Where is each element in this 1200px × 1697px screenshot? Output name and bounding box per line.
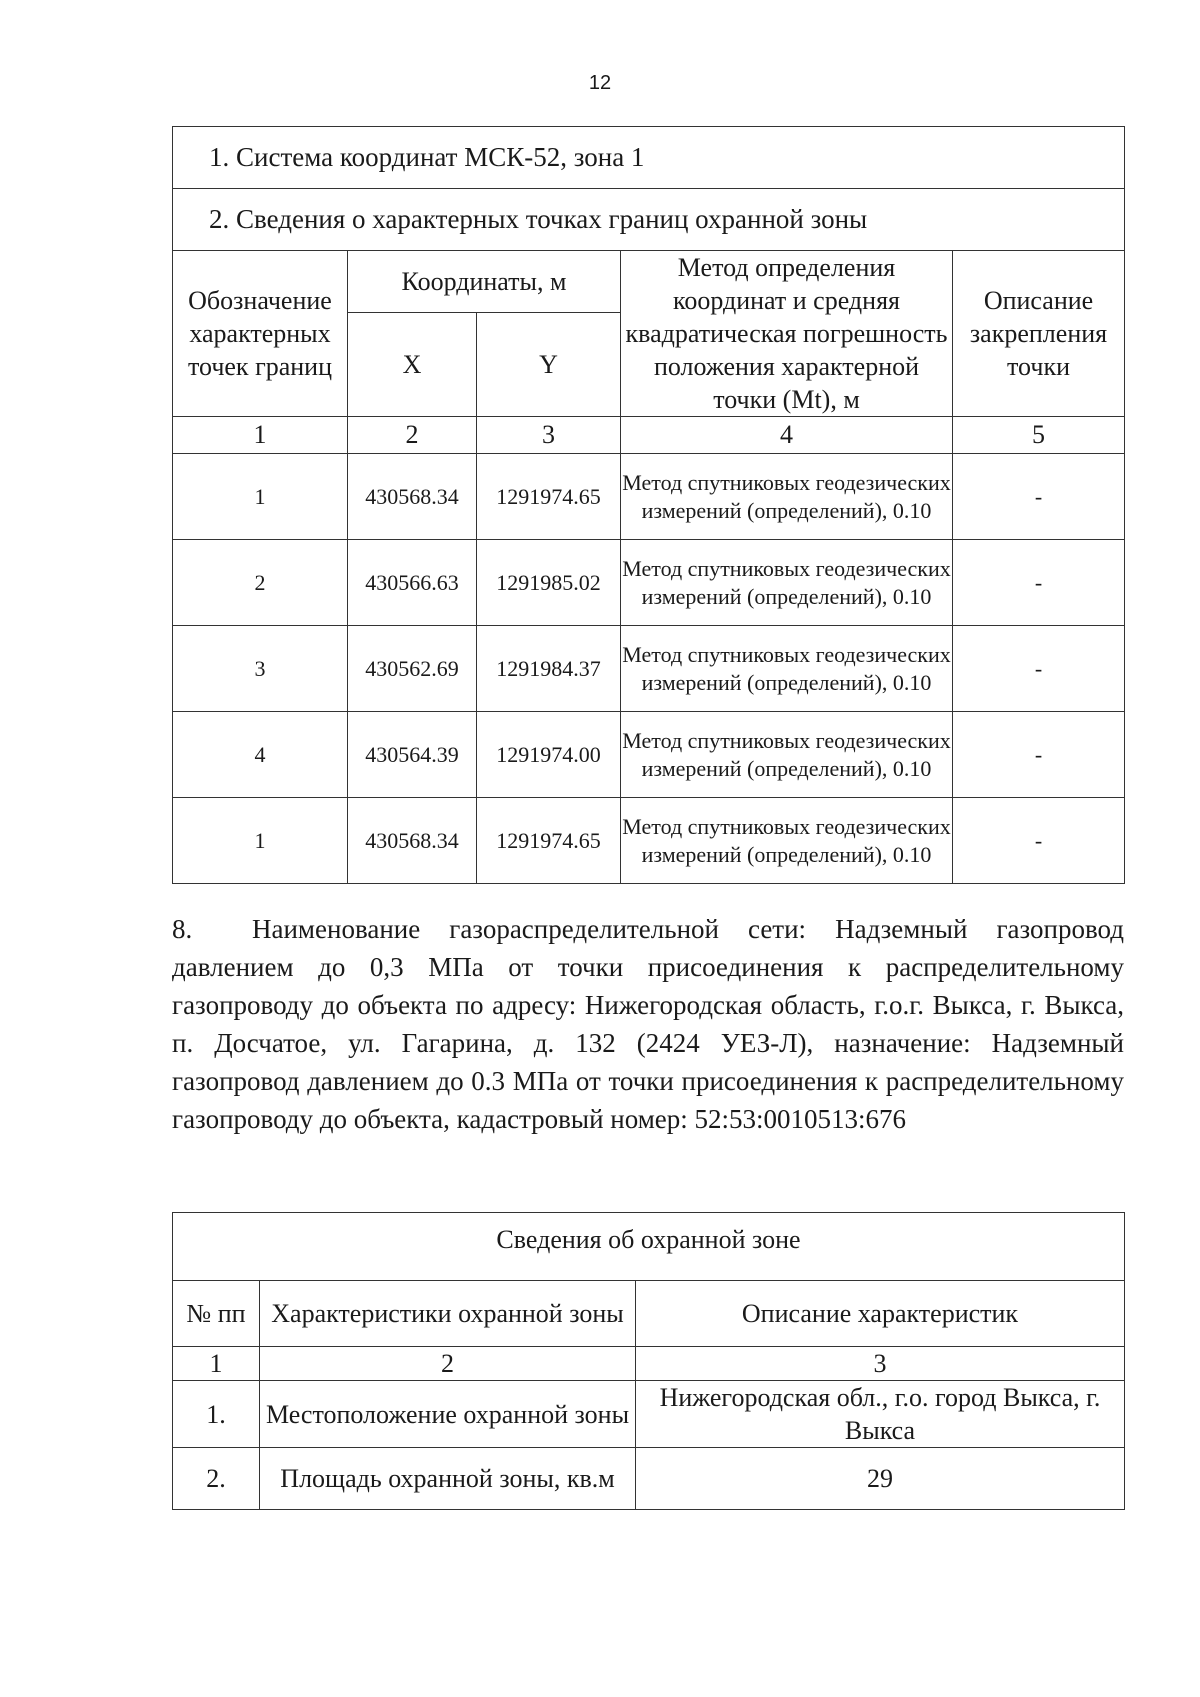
fixing-cell: - bbox=[953, 540, 1125, 626]
row-number: 2. bbox=[173, 1448, 260, 1510]
description-cell: Нижегородская обл., г.о. город Выкса, г. Выкса bbox=[636, 1381, 1125, 1448]
table-row bbox=[173, 712, 1125, 798]
coord-x: 430566.63 bbox=[348, 540, 477, 626]
page-number: 12 bbox=[588, 72, 612, 94]
gas-network-paragraph bbox=[172, 910, 1124, 1138]
table-row bbox=[173, 1381, 1125, 1448]
table-row bbox=[173, 1448, 1125, 1510]
coordinates-table bbox=[172, 126, 1125, 884]
paragraph-text: Наименование газораспределительной сети: Надземный газопровод давлением до 0,3 МПа от точки присоединения к распределительному газопроводу до объекта по адресу: Нижегородская область, г.о.г. Выкса, г. Выкса, п. Досчатое, ул. Гагарина, д. 132 (2424 УЕЗ-Л), назначение: Надземный газопровод давлением до 0.3 МПа от точки присоединения к распределительному газопроводу до объекта, кадастровый номер: 52:53:0010513:676 bbox=[172, 914, 1124, 1134]
coord-y: 1291985.02 bbox=[477, 540, 621, 626]
fixing-cell: - bbox=[953, 798, 1125, 884]
column-number: 3 bbox=[477, 417, 621, 454]
method-cell: Метод спутниковых геодезических измерений (определений), 0.10 bbox=[621, 540, 953, 626]
column-number: 1 bbox=[173, 1347, 260, 1381]
header-x: X bbox=[348, 313, 477, 417]
fixing-cell: - bbox=[953, 626, 1125, 712]
table-row bbox=[173, 540, 1125, 626]
column-number: 2 bbox=[348, 417, 477, 454]
row-number: 1. bbox=[173, 1381, 260, 1448]
header-description: Описание характеристик bbox=[636, 1281, 1125, 1347]
column-number: 4 bbox=[621, 417, 953, 454]
characteristic-cell: Местоположение охранной зоны bbox=[260, 1381, 636, 1448]
header-point-designation: Обозначение характерных точек границ bbox=[173, 251, 348, 417]
point-id: 2 bbox=[173, 540, 348, 626]
coordinate-system-title: 1. Система координат МСК-52, зона 1 bbox=[173, 127, 1125, 189]
column-number: 3 bbox=[636, 1347, 1125, 1381]
column-number: 1 bbox=[173, 417, 348, 454]
coord-x: 430562.69 bbox=[348, 626, 477, 712]
coord-x: 430568.34 bbox=[348, 454, 477, 540]
column-number: 5 bbox=[953, 417, 1125, 454]
protection-zone-table bbox=[172, 1212, 1125, 1510]
header-characteristic: Характеристики охранной зоны bbox=[260, 1281, 636, 1347]
table-row bbox=[173, 626, 1125, 712]
point-id: 1 bbox=[173, 798, 348, 884]
fixing-cell: - bbox=[953, 454, 1125, 540]
fixing-cell: - bbox=[953, 712, 1125, 798]
boundary-points-section-title: 2. Сведения о характерных точках границ охранной зоны bbox=[173, 189, 1125, 251]
column-number: 2 bbox=[260, 1347, 636, 1381]
coord-x: 430568.34 bbox=[348, 798, 477, 884]
table-row bbox=[173, 798, 1125, 884]
description-cell: 29 bbox=[636, 1448, 1125, 1510]
header-fixing-description: Описание закрепления точки bbox=[953, 251, 1125, 417]
paragraph-number: 8. bbox=[172, 914, 193, 944]
point-id: 4 bbox=[173, 712, 348, 798]
coord-y: 1291984.37 bbox=[477, 626, 621, 712]
zone-table-title: Сведения об охранной зоне bbox=[173, 1213, 1125, 1281]
point-id: 1 bbox=[173, 454, 348, 540]
header-method: Метод определения координат и средняя квадратическая погрешность положения характерной точки (Mt), м bbox=[621, 251, 953, 417]
coord-y: 1291974.65 bbox=[477, 798, 621, 884]
method-cell: Метод спутниковых геодезических измерений (определений), 0.10 bbox=[621, 798, 953, 884]
coord-x: 430564.39 bbox=[348, 712, 477, 798]
characteristic-cell: Площадь охранной зоны, кв.м bbox=[260, 1448, 636, 1510]
method-cell: Метод спутниковых геодезических измерений (определений), 0.10 bbox=[621, 626, 953, 712]
coord-y: 1291974.65 bbox=[477, 454, 621, 540]
method-cell: Метод спутниковых геодезических измерений (определений), 0.10 bbox=[621, 454, 953, 540]
table-row bbox=[173, 454, 1125, 540]
point-id: 3 bbox=[173, 626, 348, 712]
header-y: Y bbox=[477, 313, 621, 417]
method-cell: Метод спутниковых геодезических измерений (определений), 0.10 bbox=[621, 712, 953, 798]
header-num: № пп bbox=[173, 1281, 260, 1347]
coord-y: 1291974.00 bbox=[477, 712, 621, 798]
header-coordinates: Координаты, м bbox=[348, 251, 621, 313]
